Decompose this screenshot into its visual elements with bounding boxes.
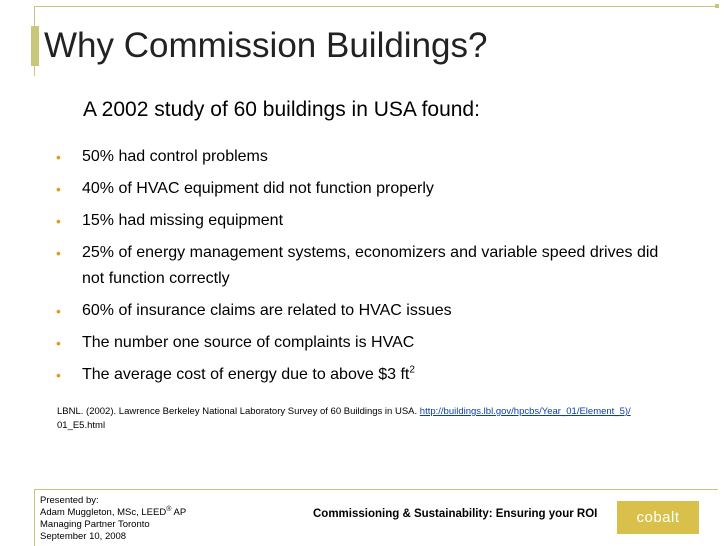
title-accent-bar bbox=[31, 26, 39, 66]
bullet-icon: • bbox=[56, 181, 61, 197]
bullet-icon: • bbox=[56, 213, 61, 229]
superscript: 2 bbox=[409, 364, 415, 376]
list-item: • 50% had control problems bbox=[56, 144, 676, 170]
bullet-icon: • bbox=[56, 149, 61, 165]
presenter-name: Adam Muggleton, MSc, LEED® AP bbox=[40, 505, 187, 518]
corner-accent bbox=[715, 4, 719, 8]
footer-title: Commissioning & Sustainability: Ensuring your ROI bbox=[313, 508, 598, 520]
presenter-info bbox=[40, 495, 186, 543]
list-item: • 60% of insurance claims are related to HVAC issues bbox=[56, 298, 676, 324]
list-item: • The number one source of complaints is HVAC bbox=[56, 330, 676, 356]
bullet-icon: • bbox=[56, 303, 61, 319]
list-item: • 40% of HVAC equipment did not function properly bbox=[56, 176, 676, 202]
top-rule bbox=[34, 6, 718, 7]
bullet-icon: • bbox=[56, 335, 61, 351]
list-item: • The average cost of energy due to above $3 $ft^2$ bbox=[56, 362, 676, 388]
findings-list bbox=[56, 144, 676, 394]
slide-subtitle: A 2002 study of 60 buildings in USA found: bbox=[83, 98, 480, 121]
list-item: • 15% had missing equipment bbox=[56, 208, 676, 234]
bullet-icon: • bbox=[56, 367, 61, 383]
bullet-icon: • bbox=[56, 245, 61, 261]
slide-title: Why Commission Buildings? bbox=[44, 26, 488, 65]
presentation-date: September 10, 2008 bbox=[40, 531, 127, 542]
footer-rule bbox=[34, 489, 718, 490]
citation: LBNL. (2002). Lawrence Berkeley National Laboratory Survey of 60 Buildings in USA. http://buildings.lbl.gov/hpcbs/Year_01/Element_5)/ 01_E5.html bbox=[57, 406, 631, 431]
cobalt-logo: cobalt bbox=[617, 501, 699, 534]
footer-divider bbox=[34, 489, 35, 546]
list-item: • 25% of energy management systems, economizers and variable speed drives did not function correctly bbox=[56, 240, 676, 292]
presenter-role: Managing Partner Toronto bbox=[40, 519, 150, 530]
presented-by-label: Presented by: bbox=[40, 495, 99, 506]
citation-link[interactable]: http://buildings.lbl.gov/hpcbs/Year_01/Element_5)/ bbox=[419, 406, 631, 417]
